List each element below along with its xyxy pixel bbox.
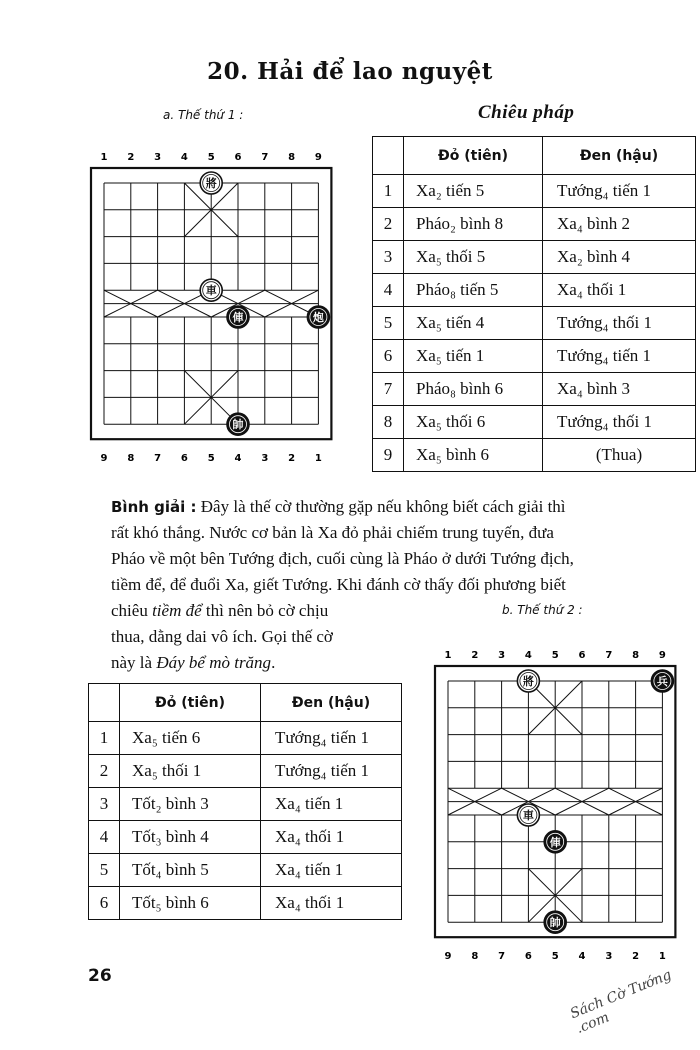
move-number-cell: 1	[373, 175, 404, 208]
file-number-top: 6	[578, 650, 586, 661]
board-grid	[448, 681, 662, 922]
svg-text:俥: 俥	[232, 311, 244, 324]
black-general-piece	[517, 670, 539, 692]
move-number-cell: 7	[373, 373, 404, 406]
file-number-bottom: 6	[180, 453, 188, 465]
red-chariot-piece	[544, 831, 566, 853]
red-move-cell: Xa₅ thối 5	[404, 241, 543, 274]
table-row	[89, 821, 402, 854]
black-move-cell: Tướng₄ tiến 1	[261, 722, 402, 755]
table-row	[89, 755, 402, 788]
red-move-cell: Xa₅ tiến 6	[120, 722, 261, 755]
page-title: 20. Hải để lao nguyệt	[207, 58, 493, 85]
header-black: Đen (hậu)	[261, 684, 402, 722]
table-header-row	[373, 137, 696, 175]
file-number-top: 4	[524, 650, 532, 661]
table-row	[373, 241, 696, 274]
table-row	[373, 406, 696, 439]
moves-table-1	[372, 136, 696, 472]
black-move-cell: Tướng₄ tiến 1	[261, 755, 402, 788]
commentary-emphasis: tiềm để	[152, 601, 202, 620]
watermark-text: Sách Cờ Tướng .com	[568, 967, 674, 1037]
red-move-cell: Tốt₂ bình 3	[120, 788, 261, 821]
file-number-bottom: 7	[498, 951, 506, 963]
move-number-cell: 2	[89, 755, 120, 788]
xiangqi-board-b	[432, 638, 694, 968]
red-move-cell: Xa₅ thối 1	[120, 755, 261, 788]
black-move-cell: Xa₄ bình 2	[543, 208, 696, 241]
file-number-bottom: 1	[658, 951, 666, 963]
svg-text:車: 車	[205, 284, 217, 298]
red-soldier-piece	[651, 670, 673, 692]
black-chariot-piece	[200, 279, 222, 301]
red-chariot-piece	[227, 306, 249, 328]
header-red: Đỏ (tiên)	[404, 137, 543, 175]
move-number-cell: 6	[373, 340, 404, 373]
svg-text:炮: 炮	[312, 311, 324, 324]
black-move-cell: Xa₄ thối 1	[261, 821, 402, 854]
black-move-cell: Tướng₄ thối 1	[543, 307, 696, 340]
file-number-top: 7	[261, 152, 269, 163]
move-number-cell: 4	[89, 821, 120, 854]
board-grid	[104, 183, 318, 424]
file-number-bottom: 2	[632, 951, 640, 963]
file-number-bottom: 3	[261, 453, 269, 465]
header-red: Đỏ (tiên)	[120, 684, 261, 722]
red-move-cell: Xa₅ thối 6	[404, 406, 543, 439]
move-number-cell: 5	[89, 854, 120, 887]
file-number-bottom: 5	[207, 453, 215, 465]
commentary-text: thì nên bỏ cờ chịu	[201, 601, 329, 620]
red-general-piece	[544, 911, 566, 933]
table-row	[373, 373, 696, 406]
table-row	[373, 175, 696, 208]
red-move-cell: Xa₅ bình 6	[404, 439, 543, 472]
black-move-cell: (Thua)	[543, 439, 696, 472]
moves-table-1-title: Chiêu pháp	[478, 102, 575, 123]
move-number-cell: 3	[373, 241, 404, 274]
black-chariot-piece	[517, 804, 539, 826]
file-number-top: 7	[605, 650, 613, 661]
move-number-cell: 3	[89, 788, 120, 821]
commentary-line: tiềm để, để đuổi Xa, giết Tướng. Khi đánh cờ thấy đối phương biết	[111, 575, 566, 594]
file-number-bottom: 5	[551, 951, 559, 963]
table-row	[89, 788, 402, 821]
svg-text:帥: 帥	[549, 916, 561, 930]
black-move-cell: Xa₂ bình 4	[543, 241, 696, 274]
xiangqi-board-a	[88, 140, 350, 470]
file-number-top: 3	[154, 152, 162, 163]
commentary-text: này là	[111, 653, 157, 672]
black-move-cell: Xa₄ bình 3	[543, 373, 696, 406]
red-move-cell: Xa₅ tiến 4	[404, 307, 543, 340]
commentary-label: Bình giải :	[111, 498, 197, 516]
move-number-cell: 1	[89, 722, 120, 755]
black-move-cell: Tướng₄ tiến 1	[543, 340, 696, 373]
file-number-bottom: 4	[578, 951, 586, 963]
svg-text:車: 車	[522, 809, 534, 822]
red-general-piece	[227, 413, 249, 435]
commentary-line: Pháo về một bên Tướng địch, cuối cùng là Pháo ở dưới Tướng địch,	[111, 549, 574, 568]
commentary-text: .	[271, 653, 276, 672]
svg-text:兵: 兵	[656, 675, 668, 688]
file-number-bottom: 8	[127, 453, 135, 465]
red-move-cell: Tốt₄ bình 5	[120, 854, 261, 887]
file-number-bottom: 3	[605, 951, 613, 963]
file-number-top: 9	[314, 152, 322, 163]
file-number-top: 8	[288, 152, 296, 163]
table-row	[373, 307, 696, 340]
file-number-bottom: 9	[444, 951, 452, 963]
commentary-line: rất khó thắng. Nước cơ bản là Xa đỏ phải chiếm trung tuyến, đưa	[111, 523, 554, 542]
table-row	[89, 854, 402, 887]
move-number-cell: 5	[373, 307, 404, 340]
table-header-row	[89, 684, 402, 722]
table-row	[373, 208, 696, 241]
diagram-b-caption: b. Thế thứ 2 :	[502, 603, 583, 617]
table-row	[373, 340, 696, 373]
file-number-top: 3	[498, 650, 506, 661]
diagram-a-caption: a. Thế thứ 1 :	[163, 108, 244, 122]
header-black: Đen (hậu)	[543, 137, 696, 175]
red-move-cell: Pháo₂ bình 8	[404, 208, 543, 241]
commentary-emphasis: Đáy bể mò trăng	[156, 653, 272, 672]
svg-text:將: 將	[205, 177, 217, 190]
file-number-bottom: 9	[100, 453, 108, 465]
red-move-cell: Pháo₈ tiến 5	[404, 274, 543, 307]
move-number-cell: 6	[89, 887, 120, 920]
black-move-cell: Tướng₄ tiến 1	[543, 175, 696, 208]
move-number-cell: 4	[373, 274, 404, 307]
table-row	[373, 274, 696, 307]
svg-text:帥: 帥	[232, 418, 244, 432]
page-number: 26	[88, 966, 112, 986]
black-general-piece	[200, 172, 222, 194]
moves-table-2	[88, 683, 402, 920]
black-move-cell: Xa₄ tiến 1	[261, 854, 402, 887]
file-number-top: 8	[632, 650, 640, 661]
table-row	[89, 722, 402, 755]
red-move-cell: Xa₂ tiến 5	[404, 175, 543, 208]
table-row	[89, 887, 402, 920]
black-move-cell: Xa₄ thối 1	[261, 887, 402, 920]
red-move-cell: Xa₅ tiến 1	[404, 340, 543, 373]
red-move-cell: Pháo₈ bình 6	[404, 373, 543, 406]
table-row	[373, 439, 696, 472]
move-number-cell: 9	[373, 439, 404, 472]
file-number-bottom: 4	[234, 453, 242, 465]
move-number-cell: 8	[373, 406, 404, 439]
svg-text:俥: 俥	[549, 835, 561, 849]
svg-text:將: 將	[522, 675, 534, 688]
file-number-top: 9	[658, 650, 666, 661]
file-number-top: 5	[551, 650, 559, 661]
red-move-cell: Tốt₅ bình 6	[120, 887, 261, 920]
file-number-bottom: 7	[154, 453, 162, 465]
file-number-top: 1	[444, 650, 452, 661]
file-number-top: 2	[127, 152, 135, 163]
file-number-bottom: 6	[524, 951, 532, 963]
file-number-bottom: 1	[314, 453, 322, 465]
black-move-cell: Xa₄ thối 1	[543, 274, 696, 307]
file-number-top: 6	[234, 152, 242, 163]
file-number-top: 1	[100, 152, 108, 163]
red-move-cell: Tốt₃ bình 4	[120, 821, 261, 854]
file-number-bottom: 2	[288, 453, 296, 465]
file-number-top: 2	[471, 650, 479, 661]
file-number-top: 4	[180, 152, 188, 163]
file-number-top: 5	[207, 152, 215, 163]
red-cannon-piece	[307, 306, 329, 328]
file-number-bottom: 8	[471, 951, 479, 963]
black-move-cell: Xa₄ tiến 1	[261, 788, 402, 821]
black-move-cell: Tướng₄ thối 1	[543, 406, 696, 439]
commentary-text: chiêu	[111, 601, 153, 620]
commentary-line: thua, dằng dai vô ích. Gọi thế cờ	[111, 627, 333, 646]
commentary-line: Đây là thế cờ thường gặp nếu không biết cách giải thì	[196, 497, 566, 516]
move-number-cell: 2	[373, 208, 404, 241]
